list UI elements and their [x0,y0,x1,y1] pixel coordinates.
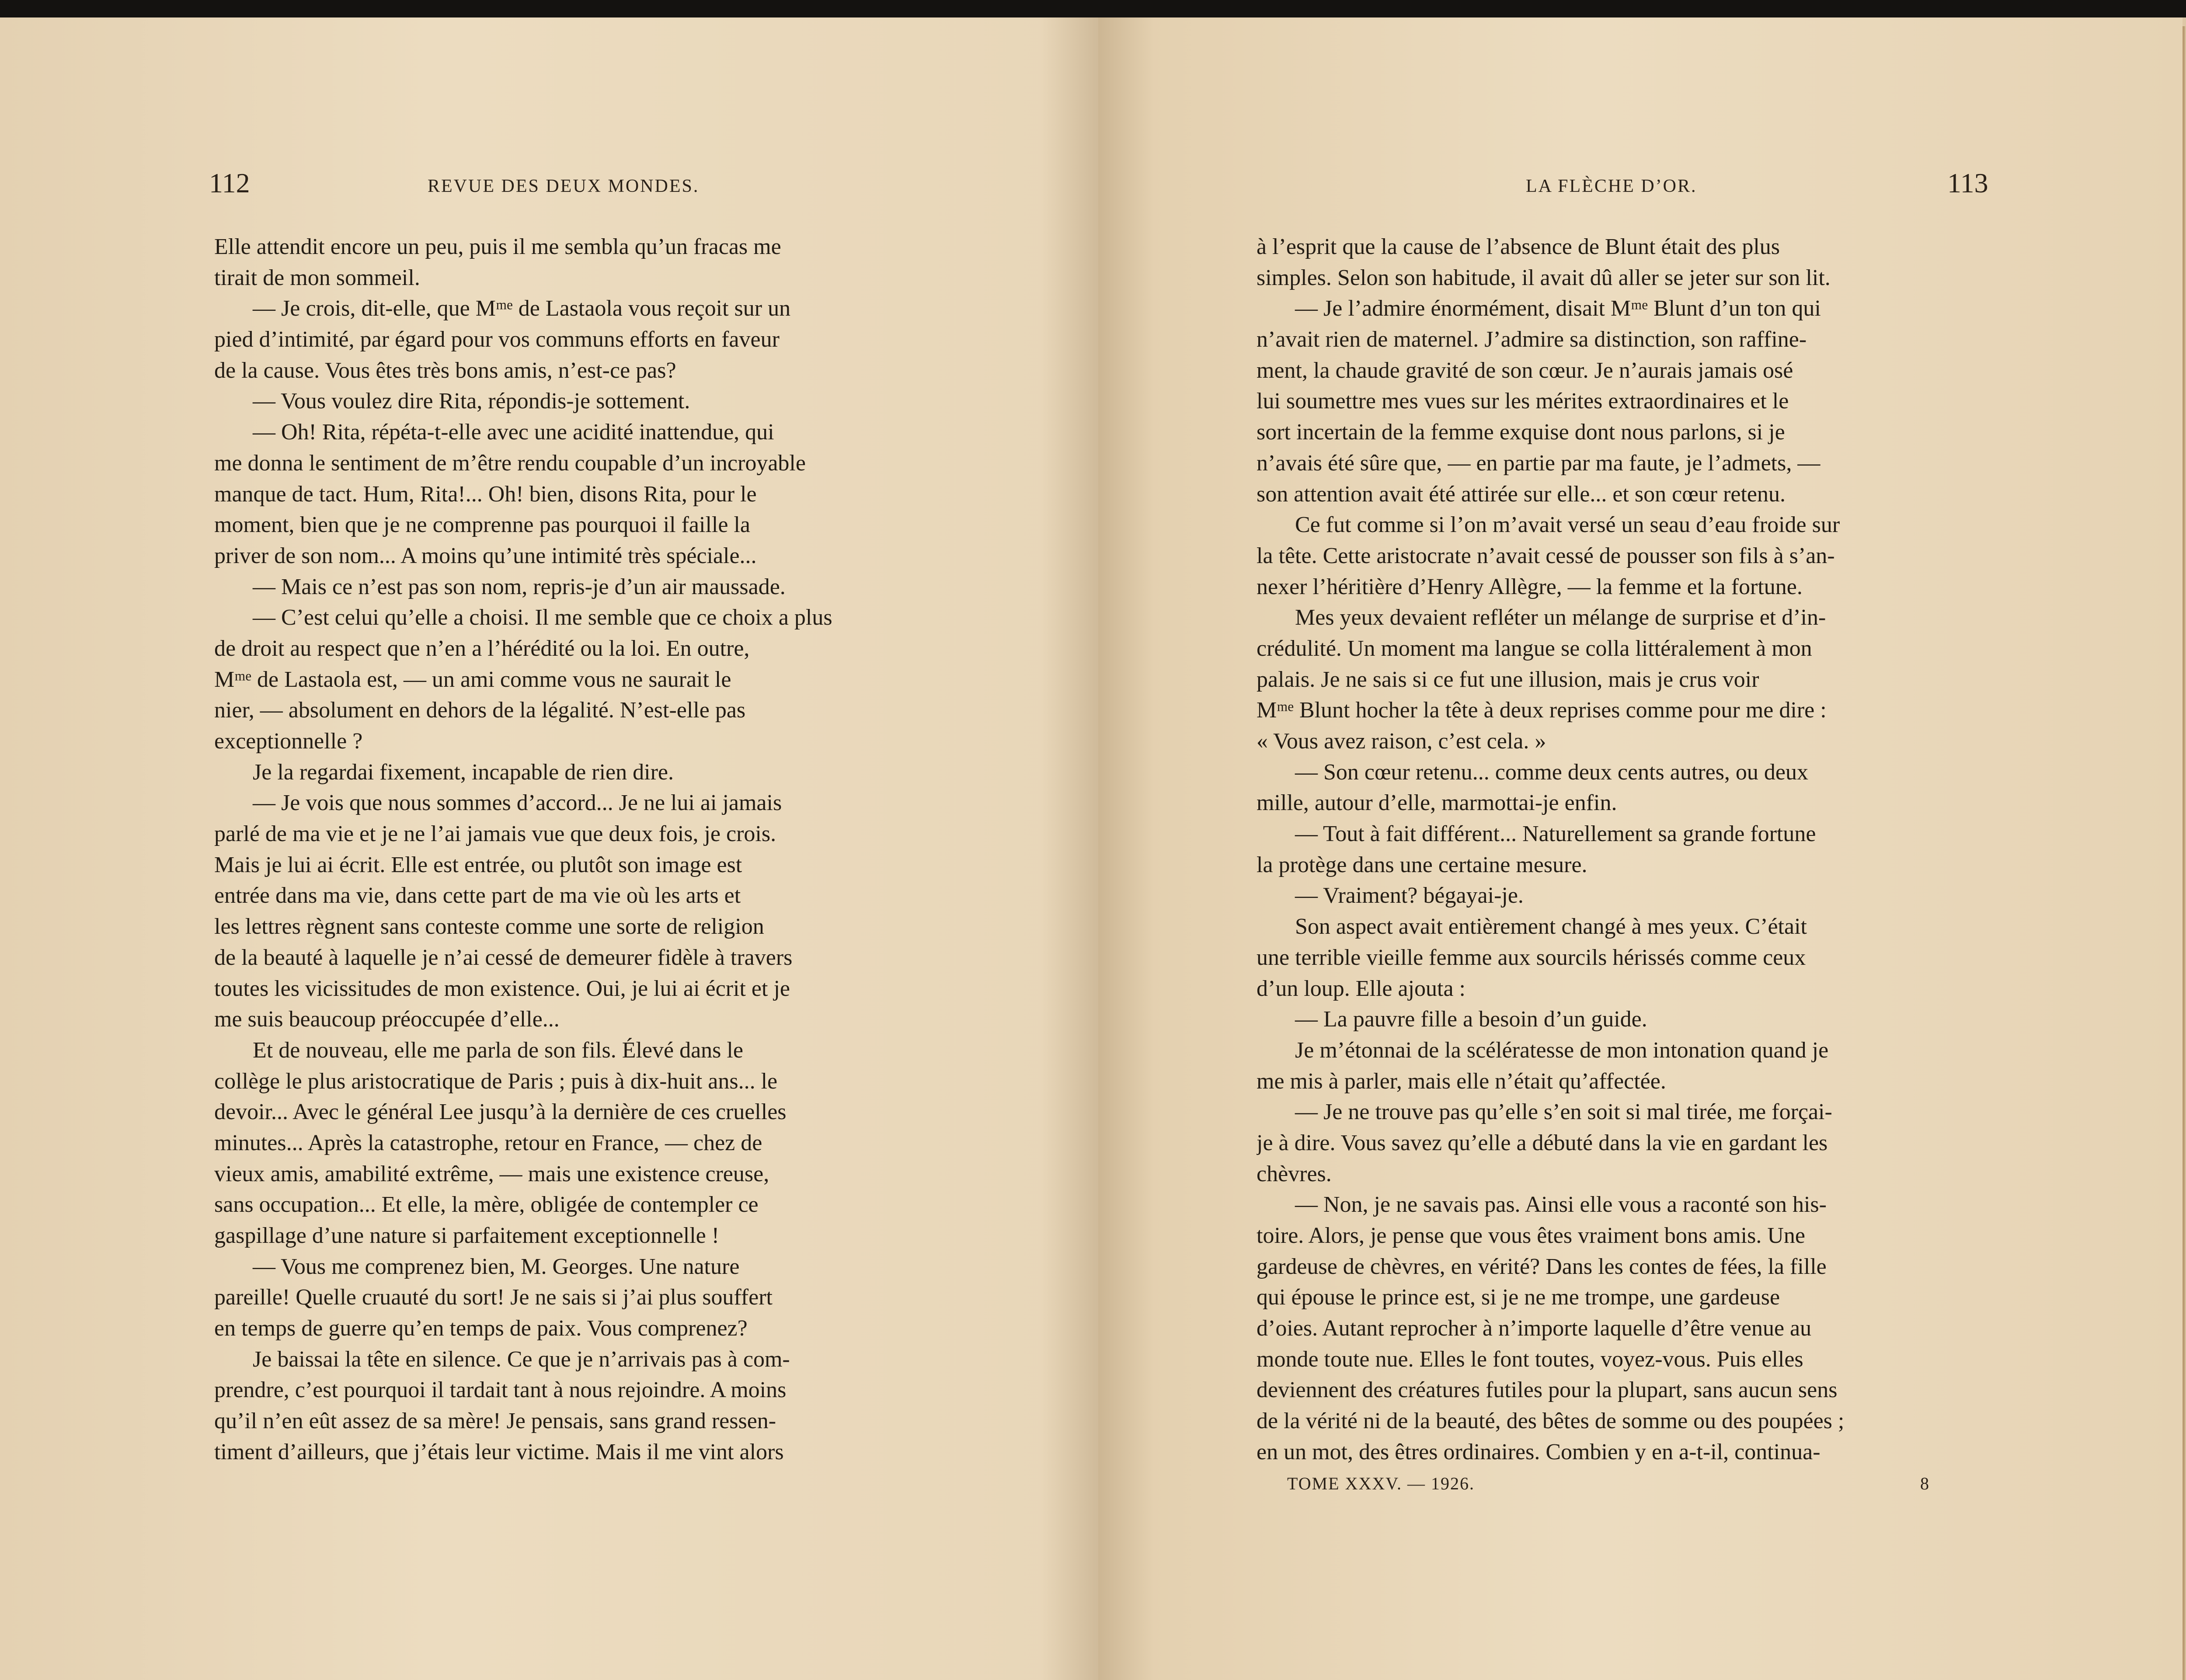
text-line: exceptionnelle ? [214,729,363,754]
open-book [0,17,2186,1680]
text-line: me donna le sentiment de m’être rendu coupable d’un incroyable [214,450,806,476]
text-line: devoir... Avec le général Lee jusqu’à la dernière de ces cruelles [214,1099,787,1125]
text-line: sort incertain de la femme exquise dont nous parlons, si je [1257,420,1785,445]
text-line: qui épouse le prince est, si je ne me trompe, une gardeuse [1257,1285,1780,1310]
text-line: — Non, je ne savais pas. Ainsi elle vous a raconté son his- [1295,1192,1827,1217]
text-line: timent d’ailleurs, que j’étais leur victime. Mais il me vint alors [214,1439,784,1464]
text-line: d’oies. Autant reprocher à n’importe laquelle d’être venue au [1257,1316,1812,1341]
text-line: à l’esprit que la cause de l’absence de Blunt était des plus [1257,234,1780,259]
text-line: deviennent des créatures futiles pour la plupart, sans aucun sens [1257,1377,1838,1403]
text-line: collège le plus aristocratique de Paris ; puis à dix-huit ans... le [214,1068,778,1094]
text-line: me mis à parler, mais elle n’était qu’affectée. [1257,1068,1666,1094]
text-line: une terrible vieille femme aux sourcils hérissés comme ceux [1257,945,1806,970]
text-line: qu’il n’en eût assez de sa mère! Je pensais, sans grand ressen- [214,1409,776,1434]
text-line: — Je ne trouve pas qu’elle s’en soit si mal tirée, me forçai- [1295,1099,1832,1125]
text-line: nexer l’héritière d’Henry Allègre, — la femme et la fortune. [1257,574,1803,599]
text-line: lui soumettre mes vues sur les mérites extraordinaires et le [1257,389,1789,414]
text-line: me suis beaucoup préoccupée d’elle... [214,1007,560,1032]
text-line: de la cause. Vous êtes très bons amis, n’est-ce pas? [214,358,676,383]
text-line: — C’est celui qu’elle a choisi. Il me semble que ce choix a plus [253,605,832,630]
text-line: en un mot, des êtres ordinaires. Combien y en a-t-il, continua- [1257,1439,1821,1464]
text-line: Mais je lui ai écrit. Elle est entrée, ou plutôt son image est [214,852,742,877]
text-line: minutes... Après la catastrophe, retour en France, — chez de [214,1130,762,1155]
text-line: la protège dans une certaine mesure. [1257,852,1587,877]
text-line: palais. Je ne sais si ce fut une illusion, mais je crus voir [1257,667,1759,692]
text-line: la tête. Cette aristocrate n’avait cessé de pousser son fils à s’an- [1257,543,1835,568]
text-line: — Vraiment? bégayai-je. [1295,883,1524,908]
footer-volume: TOME XXXV. — 1926. [1287,1474,1475,1493]
text-line: Je m’étonnai de la scélératesse de mon intonation quand je [1295,1037,1829,1063]
text-line: moment, bien que je ne comprenne pas pourquoi il faille la [214,512,750,538]
text-line: Je baissai la tête en silence. Ce que je n’arrivais pas à com- [253,1346,790,1372]
text-line: n’avait rien de maternel. J’admire sa distinction, son raffine- [1257,327,1807,352]
page-number-left: 112 [209,167,250,198]
text-line: d’un loup. Elle ajouta : [1257,976,1466,1001]
page-number-right: 113 [1947,167,1988,198]
text-line: nier, — absolument en dehors de la légalité. N’est-elle pas [214,698,746,723]
text-line: parlé de ma vie et je ne l’ai jamais vue que deux fois, je crois. [214,821,776,847]
text-line: les lettres règnent sans conteste comme une sorte de religion [214,914,764,939]
text-line: « Vous avez raison, c’est cela. » [1257,729,1546,754]
text-line: Mᵐᵉ Blunt hocher la tête à deux reprises comme pour me dire : [1257,698,1827,723]
text-line: chèvres. [1257,1161,1332,1186]
text-line: Mᵐᵉ de Lastaola est, — un ami comme vous ne saurait le [214,667,731,692]
text-line: — Oh! Rita, répéta-t-elle avec une acidité inattendue, qui [253,420,774,445]
text-line: pareille! Quelle cruauté du sort! Je ne sais si j’ai plus souffert [214,1285,773,1310]
text-line: tirait de mon sommeil. [214,265,420,290]
right-body-text [1257,232,1984,1468]
right-page [1098,17,2183,1680]
text-line: pied d’intimité, par égard pour vos communs efforts en faveur [214,327,780,352]
text-line: prendre, c’est pourquoi il tardait tant à nous rejoindre. A moins [214,1377,787,1403]
text-line: — Je l’admire énormément, disait Mᵐᵉ Blunt d’un ton qui [1295,296,1821,321]
text-line: monde toute nue. Elles le font toutes, voyez-vous. Puis elles [1257,1346,1803,1372]
text-line: — Je vois que nous sommes d’accord... Je ne lui ai jamais [253,790,782,816]
text-line: de la beauté à laquelle je n’ai cessé de demeurer fidèle à travers [214,945,793,970]
text-line: — Vous voulez dire Rita, répondis-je sottement. [253,389,690,414]
text-line: de la vérité ni de la beauté, des bêtes de somme ou des poupées ; [1257,1409,1845,1434]
text-line: mille, autour d’elle, marmottai-je enfin. [1257,790,1617,816]
text-line: toire. Alors, je pense que vous êtes vraiment bons amis. Une [1257,1223,1805,1248]
text-line: — Je crois, dit-elle, que Mᵐᵉ de Lastaola vous reçoit sur un [253,296,791,321]
text-line: Je la regardai fixement, incapable de rien dire. [253,759,674,785]
left-page [0,17,1098,1680]
text-line: entrée dans ma vie, dans cette part de ma vie où les arts et [214,883,741,908]
text-line: simples. Selon son habitude, il avait dû aller se jeter sur son lit. [1257,265,1831,290]
text-line: — Tout à fait différent... Naturellement sa grande fortune [1295,821,1816,847]
text-line: gaspillage d’une nature si parfaitement exceptionnelle ! [214,1223,720,1248]
text-line: Ce fut comme si l’on m’avait versé un seau d’eau froide sur [1295,512,1840,538]
text-line: toutes les vicissitudes de mon existence. Oui, je lui ai écrit et je [214,976,790,1001]
text-line: — Son cœur retenu... comme deux cents autres, ou deux [1295,759,1809,785]
text-line: Mes yeux devaient refléter un mélange de surprise et d’in- [1295,605,1826,630]
text-line: gardeuse de chèvres, en vérité? Dans les contes de fées, la fille [1257,1254,1827,1279]
left-body-text [214,232,942,1468]
text-line: de droit au respect que n’en a l’hérédité ou la loi. En outre, [214,636,750,661]
text-line: priver de son nom... A moins qu’une intimité très spéciale... [214,543,757,568]
text-line: manque de tact. Hum, Rita!... Oh! bien, disons Rita, pour le [214,481,757,507]
text-line: je à dire. Vous savez qu’elle a débuté dans la vie en gardant les [1257,1130,1828,1155]
text-line: — Mais ce n’est pas son nom, repris-je d’un air maussade. [253,574,786,599]
page-edges [2183,26,2186,1680]
text-line: Son aspect avait entièrement changé à mes yeux. C’était [1295,914,1807,939]
footer-signature-mark: 8 [1920,1474,1930,1493]
text-line: — La pauvre fille a besoin d’un guide. [1295,1007,1647,1032]
text-line: vieux amis, amabilité extrême, — mais une existence creuse, [214,1161,769,1186]
text-line: crédulité. Un moment ma langue se colla littéralement à mon [1257,636,1812,661]
text-line: n’avais été sûre que, — en partie par ma faute, je l’admets, — [1257,450,1821,476]
text-line: en temps de guerre qu’en temps de paix. Vous comprenez? [214,1316,748,1341]
running-head-left: REVUE DES DEUX MONDES. [428,176,700,196]
text-line: ment, la chaude gravité de son cœur. Je n’aurais jamais osé [1257,358,1793,383]
text-line: — Vous me comprenez bien, M. Georges. Une nature [253,1254,740,1279]
text-line: Elle attendit encore un peu, puis il me sembla qu’un fracas me [214,234,781,259]
text-line: sans occupation... Et elle, la mère, obligée de contempler ce [214,1192,759,1217]
text-line: son attention avait été attirée sur elle... et son cœur retenu. [1257,481,1786,507]
running-head-right: LA FLÈCHE D’OR. [1526,176,1697,196]
text-line: Et de nouveau, elle me parla de son fils. Élevé dans le [253,1037,743,1063]
